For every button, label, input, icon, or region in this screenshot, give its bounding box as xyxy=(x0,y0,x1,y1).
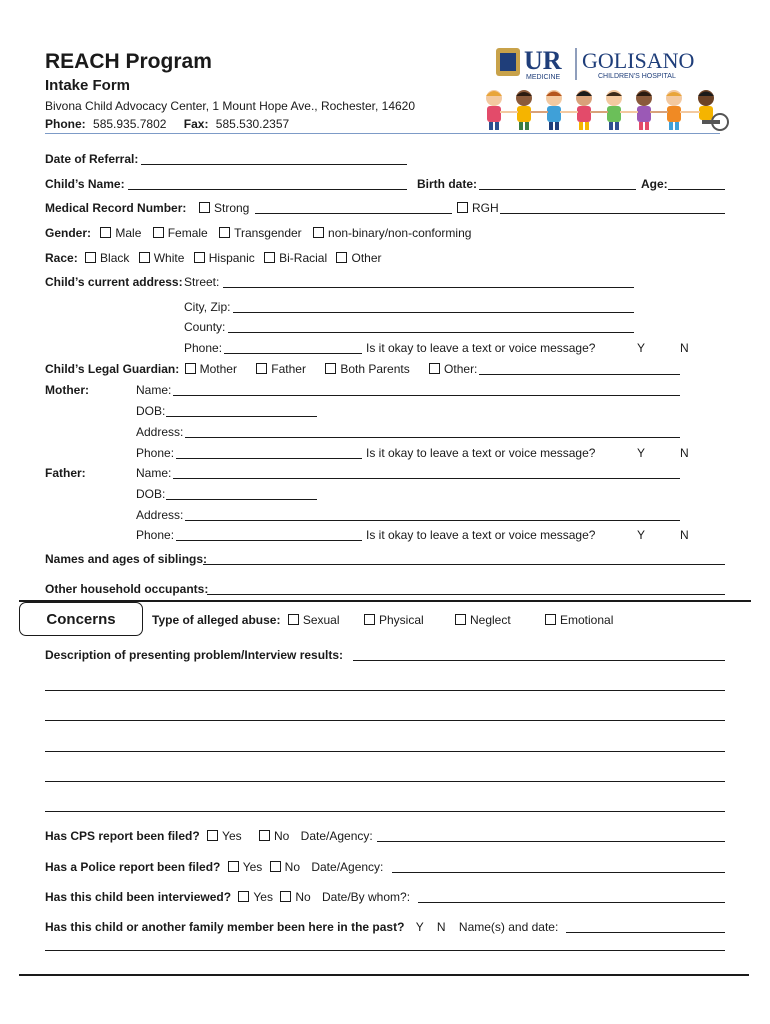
city-zip-label: City, Zip: xyxy=(184,300,231,314)
nonbinary-label: non-binary/non-conforming xyxy=(328,226,472,240)
guardian-option-both[interactable] xyxy=(325,362,409,376)
police-yes-option[interactable] xyxy=(228,860,263,874)
child-message-yes[interactable]: Y xyxy=(637,341,646,355)
child-figure-2 xyxy=(516,90,532,130)
interviewed-no-option[interactable] xyxy=(280,890,310,904)
sexual-checkbox[interactable] xyxy=(288,614,299,625)
guardian-both-label: Both Parents xyxy=(340,362,410,376)
black-checkbox[interactable] xyxy=(85,252,96,263)
abuse-option-sexual[interactable] xyxy=(288,613,340,627)
child-name-field[interactable] xyxy=(128,189,407,190)
header-divider xyxy=(45,133,720,134)
mother-name-label: Name: xyxy=(136,383,172,397)
fax-label: Fax: xyxy=(183,117,209,131)
police-no-option[interactable] xyxy=(270,860,300,874)
gender-option-male[interactable] xyxy=(100,226,141,240)
mother-message-yes[interactable]: Y xyxy=(637,446,646,460)
street-label: Street: xyxy=(184,275,220,289)
physical-checkbox[interactable] xyxy=(364,614,375,625)
guardian-option-mother[interactable] xyxy=(185,362,237,376)
description-field-line-0[interactable] xyxy=(353,660,725,661)
past-visit-no[interactable]: N xyxy=(436,920,446,934)
physical-label: Physical xyxy=(379,613,424,627)
guardian-row xyxy=(45,362,477,376)
gender-option-nonbinary[interactable] xyxy=(313,226,471,240)
referral-date-label: Date of Referral: xyxy=(45,152,139,166)
cps-no-label: No xyxy=(273,829,290,843)
neglect-checkbox[interactable] xyxy=(455,614,466,625)
cps-yes-option[interactable] xyxy=(207,829,242,843)
abuse-option-emotional[interactable] xyxy=(545,613,613,627)
center-address: Bivona Child Advocacy Center, 1 Mount Hope Ave., Rochester, 14620 xyxy=(45,99,416,113)
biracial-checkbox[interactable] xyxy=(264,252,275,263)
female-label: Female xyxy=(167,226,208,240)
child-message-question: Is it okay to leave a text or voice message? xyxy=(366,341,596,355)
child-figure-3 xyxy=(546,90,562,130)
police-no-label: No xyxy=(284,860,300,874)
father-name-label: Name: xyxy=(136,466,172,480)
form-subtitle: Intake Form xyxy=(45,77,131,94)
interviewed-date-field[interactable] xyxy=(418,902,725,903)
police-yes-label: Yes xyxy=(242,860,263,874)
abuse-option-neglect[interactable] xyxy=(455,613,511,627)
household-label: Other household occupants: xyxy=(45,582,209,596)
referral-date-field[interactable] xyxy=(141,164,407,165)
mother-address-label: Address: xyxy=(136,425,184,439)
black-label: Black xyxy=(100,251,130,265)
mrn-rgh-option[interactable] xyxy=(457,201,499,215)
past-visit-extra-line[interactable] xyxy=(45,950,725,951)
mother-dob-label: DOB: xyxy=(136,404,166,418)
father-dob-label: DOB: xyxy=(136,487,166,501)
footer-divider xyxy=(19,974,749,976)
guardian-other-checkbox[interactable] xyxy=(429,363,440,374)
rgh-mrn-field[interactable] xyxy=(500,213,725,214)
hispanic-checkbox[interactable] xyxy=(194,252,205,263)
white-label: White xyxy=(153,251,185,265)
guardian-option-other[interactable] xyxy=(429,362,477,376)
child-message-no[interactable]: N xyxy=(680,341,689,355)
transgender-checkbox[interactable] xyxy=(219,227,230,238)
other-race-checkbox[interactable] xyxy=(336,252,347,263)
phone-value: 585.935.7802 xyxy=(93,117,167,131)
past-visit-names-field[interactable] xyxy=(566,932,725,933)
male-label: Male xyxy=(115,226,142,240)
guardian-other-field[interactable] xyxy=(479,374,680,375)
past-visit-label: Has this child or another family member been here in the past? xyxy=(45,920,405,934)
father-address-field[interactable] xyxy=(185,520,680,521)
logo-golisano-text: GOLISANO xyxy=(582,48,695,73)
father-name-field[interactable] xyxy=(173,478,680,479)
description-field-line-2[interactable] xyxy=(45,720,725,721)
strong-mrn-field[interactable] xyxy=(255,213,452,214)
emotional-checkbox[interactable] xyxy=(545,614,556,625)
cps-date-agency-field[interactable] xyxy=(377,841,725,842)
logo-hospital-text: CHILDREN'S HOSPITAL xyxy=(598,73,676,80)
description-label: Description of presenting problem/Interview results: xyxy=(45,648,344,662)
description-field-line-1[interactable] xyxy=(45,690,725,691)
guardian-other-label: Other: xyxy=(444,362,478,376)
interviewed-yes-label: Yes xyxy=(253,890,273,904)
race-label: Race: xyxy=(45,251,78,265)
child-figure-7 xyxy=(666,90,682,130)
child-figure-4 xyxy=(576,90,592,130)
police-date-agency-label: Date/Agency: xyxy=(311,860,384,874)
strong-checkbox[interactable] xyxy=(199,202,210,213)
child-figure-5 xyxy=(606,90,622,130)
male-checkbox[interactable] xyxy=(100,227,111,238)
form-title: REACH Program xyxy=(45,50,212,73)
interviewed-date-label: Date/By whom?: xyxy=(322,890,411,904)
interviewed-no-checkbox[interactable] xyxy=(280,891,291,902)
police-label: Has a Police report been filed? xyxy=(45,860,221,874)
race-option-biracial[interactable] xyxy=(264,251,327,265)
county-field[interactable] xyxy=(228,332,634,333)
description-field-line-5[interactable] xyxy=(45,811,725,812)
abuse-type-row xyxy=(152,613,340,627)
child-phone-label: Phone: xyxy=(184,341,223,355)
guardian-label: Child’s Legal Guardian: xyxy=(45,362,180,376)
contact-line xyxy=(45,117,289,131)
interviewed-yes-option[interactable] xyxy=(238,890,273,904)
child-phone-field[interactable] xyxy=(224,353,362,354)
police-row xyxy=(45,860,383,874)
household-field[interactable] xyxy=(207,594,725,595)
logo-medicine-text: MEDICINE xyxy=(526,74,561,81)
police-no-checkbox[interactable] xyxy=(270,861,281,872)
past-visit-yes[interactable]: Y xyxy=(415,920,424,934)
race-option-hispanic[interactable] xyxy=(194,251,255,265)
cps-row xyxy=(45,829,373,843)
gender-option-transgender[interactable] xyxy=(219,226,302,240)
child-figure-6 xyxy=(636,90,652,130)
age-field[interactable] xyxy=(668,189,725,190)
transgender-label: Transgender xyxy=(234,226,302,240)
cps-yes-label: Yes xyxy=(222,829,242,843)
abuse-type-label: Type of alleged abuse: xyxy=(152,613,281,627)
child-name-label: Child’s Name: xyxy=(45,177,125,191)
white-checkbox[interactable] xyxy=(139,252,150,263)
description-field-line-3[interactable] xyxy=(45,751,725,752)
father-message-no[interactable]: N xyxy=(680,528,689,542)
other-race-label: Other xyxy=(351,251,382,265)
race-row xyxy=(45,251,382,265)
police-date-agency-field[interactable] xyxy=(392,872,725,873)
rgh-checkbox[interactable] xyxy=(457,202,468,213)
guardian-father-label: Father xyxy=(271,362,306,376)
children-illustration xyxy=(480,86,742,132)
mother-phone-field[interactable] xyxy=(176,458,362,459)
mrn-label: Medical Record Number: xyxy=(45,201,187,215)
mother-message-question: Is it okay to leave a text or voice message? xyxy=(366,446,596,460)
birth-date-label: Birth date: xyxy=(417,177,477,191)
gender-option-female[interactable] xyxy=(153,226,208,240)
siblings-field[interactable] xyxy=(203,564,725,565)
police-yes-checkbox[interactable] xyxy=(228,861,239,872)
father-message-yes[interactable]: Y xyxy=(637,528,646,542)
age-label: Age: xyxy=(641,177,668,191)
fax-value: 585.530.2357 xyxy=(215,117,290,131)
concerns-heading: Concerns xyxy=(19,602,143,636)
cps-no-option[interactable] xyxy=(259,829,289,843)
rgh-label: RGH xyxy=(472,201,499,215)
mother-phone-label: Phone: xyxy=(136,446,175,460)
child-figure-8 xyxy=(698,90,728,130)
emotional-label: Emotional xyxy=(560,613,614,627)
neglect-label: Neglect xyxy=(470,613,511,627)
city-zip-field[interactable] xyxy=(233,312,634,313)
guardian-mother-checkbox[interactable] xyxy=(185,363,196,374)
mother-name-field[interactable] xyxy=(173,395,680,396)
guardian-both-checkbox[interactable] xyxy=(325,363,336,374)
mother-address-field[interactable] xyxy=(185,437,680,438)
strong-label: Strong xyxy=(214,201,250,215)
child-figure-1 xyxy=(486,90,502,130)
abuse-option-physical[interactable] xyxy=(364,613,424,627)
street-field[interactable] xyxy=(223,287,634,288)
guardian-option-father[interactable] xyxy=(256,362,306,376)
hispanic-label: Hispanic xyxy=(208,251,255,265)
logo-ur-text: UR xyxy=(524,46,562,75)
father-dob-field[interactable] xyxy=(166,499,317,500)
father-message-question: Is it okay to leave a text or voice message? xyxy=(366,528,596,542)
race-option-white[interactable] xyxy=(139,251,185,265)
interviewed-no-label: No xyxy=(295,890,311,904)
interviewed-row xyxy=(45,890,410,904)
cps-label: Has CPS report been filed? xyxy=(45,829,200,843)
nonbinary-checkbox[interactable] xyxy=(313,227,324,238)
father-label: Father: xyxy=(45,466,86,480)
interviewed-yes-checkbox[interactable] xyxy=(238,891,249,902)
cps-no-checkbox[interactable] xyxy=(259,830,270,841)
mrn-strong-option[interactable] xyxy=(199,201,249,215)
phone-label: Phone: xyxy=(45,117,86,131)
race-option-black[interactable] xyxy=(85,251,129,265)
siblings-label: Names and ages of siblings: xyxy=(45,552,208,566)
past-visit-names-label: Name(s) and date: xyxy=(458,920,559,934)
county-label: County: xyxy=(184,320,226,334)
birth-date-field[interactable] xyxy=(479,189,636,190)
sexual-label: Sexual xyxy=(302,613,340,627)
gender-row xyxy=(45,226,471,240)
past-visit-row xyxy=(45,920,558,934)
interviewed-label: Has this child been interviewed? xyxy=(45,890,232,904)
race-option-other[interactable] xyxy=(336,251,381,265)
mother-message-no[interactable]: N xyxy=(680,446,689,460)
mother-dob-field[interactable] xyxy=(166,416,317,417)
mother-label: Mother: xyxy=(45,383,89,397)
ur-golisano-logo xyxy=(494,44,724,84)
biracial-label: Bi-Racial xyxy=(279,251,328,265)
current-address-label: Child’s current address: xyxy=(45,275,183,289)
cps-date-agency-label: Date/Agency: xyxy=(300,829,373,843)
guardian-father-checkbox[interactable] xyxy=(256,363,267,374)
father-phone-label: Phone: xyxy=(136,528,175,542)
father-address-label: Address: xyxy=(136,508,184,522)
guardian-mother-label: Mother xyxy=(199,362,237,376)
gender-label: Gender: xyxy=(45,226,92,240)
cps-yes-checkbox[interactable] xyxy=(207,830,218,841)
father-phone-field[interactable] xyxy=(176,540,362,541)
description-field-line-4[interactable] xyxy=(45,781,725,782)
female-checkbox[interactable] xyxy=(153,227,164,238)
